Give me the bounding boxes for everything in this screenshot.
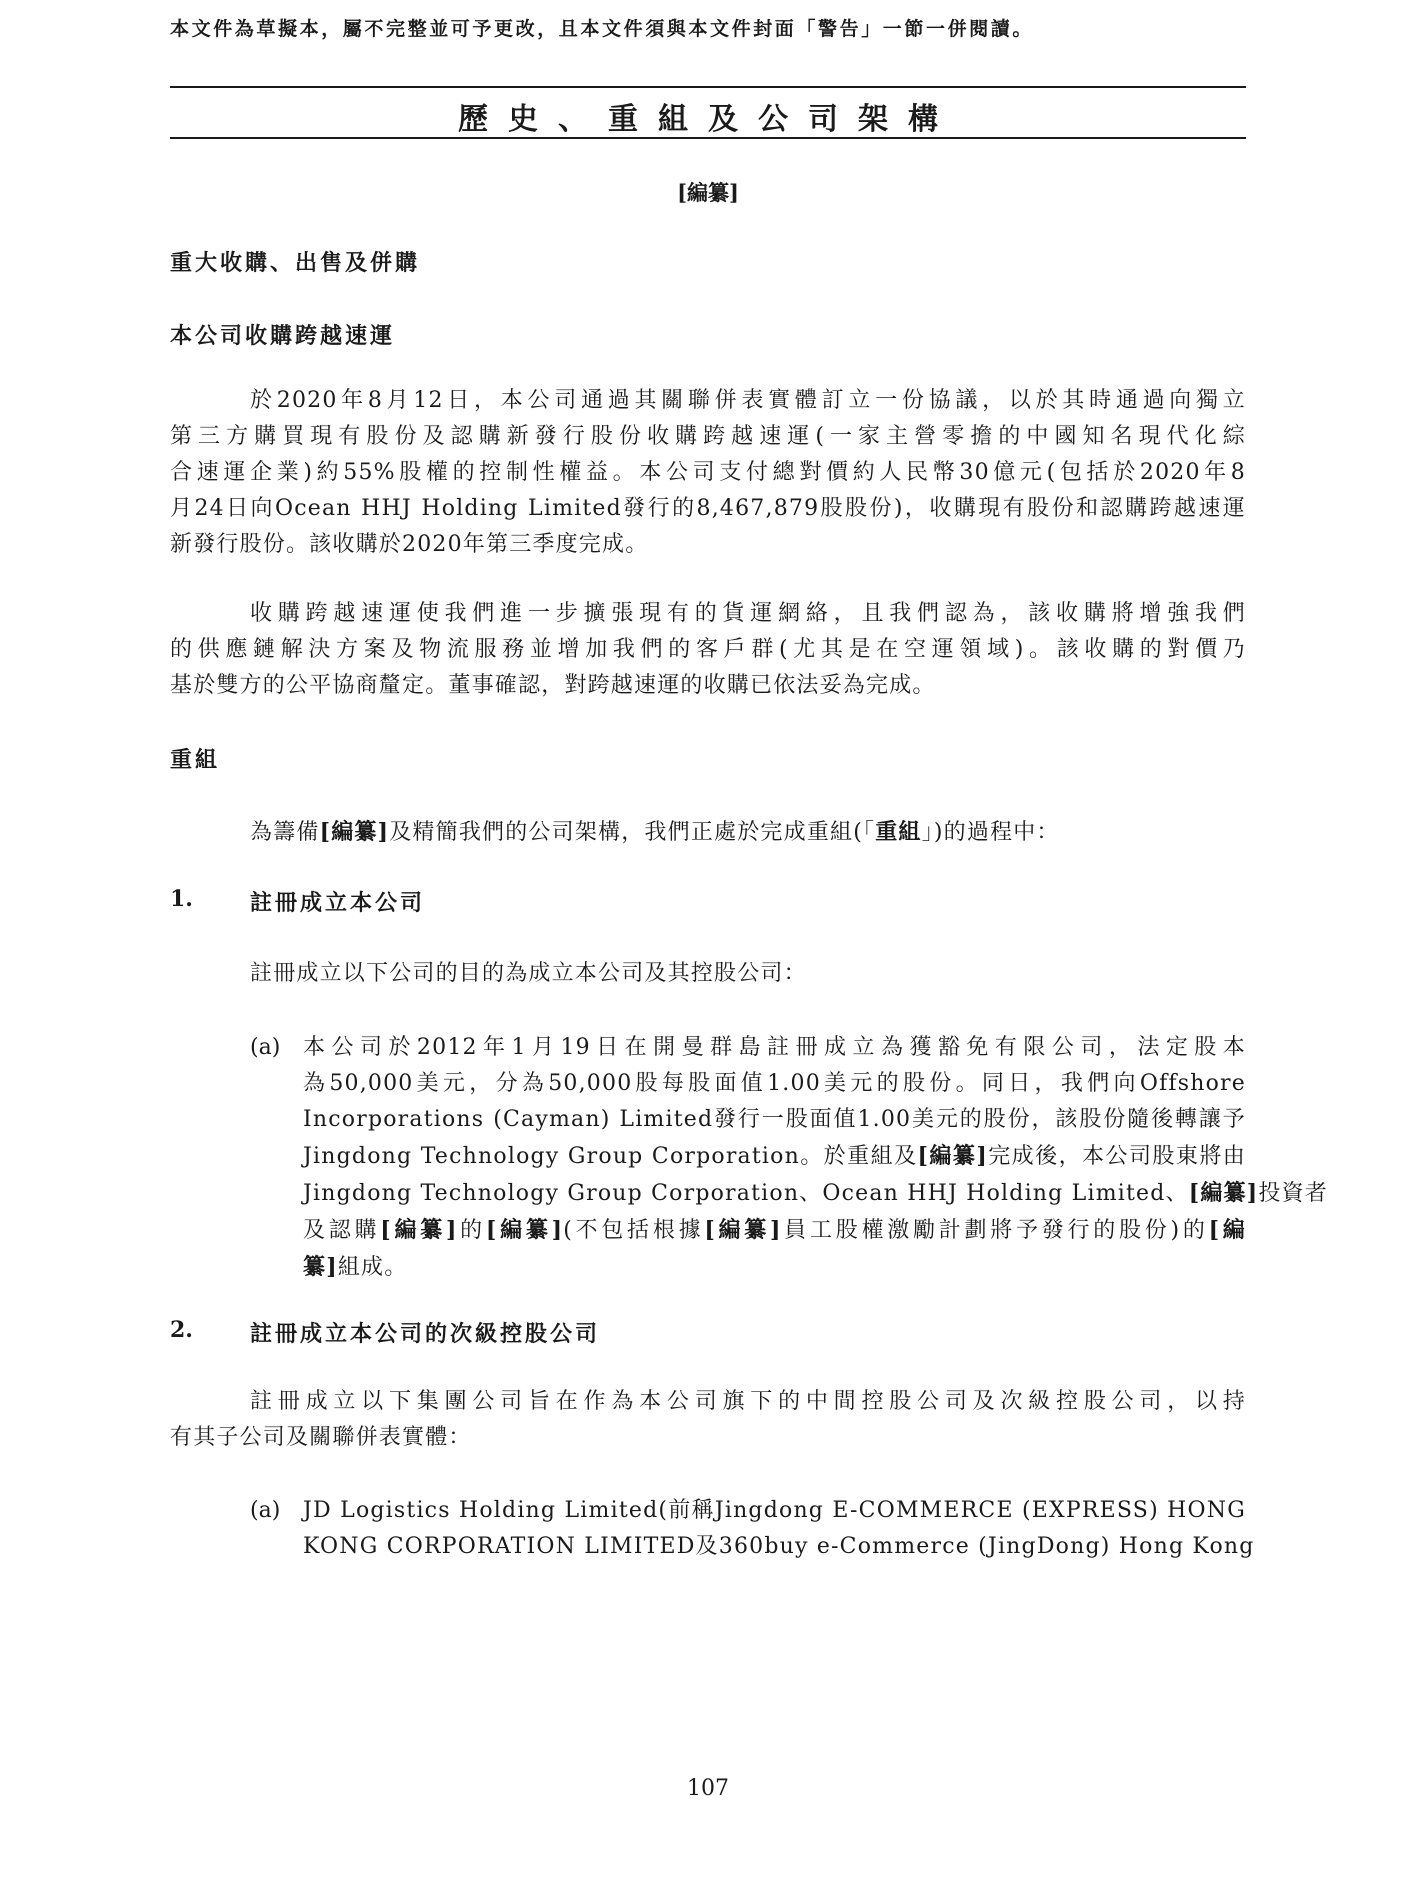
title-rule-bottom <box>170 137 1246 139</box>
page-title: 歷史、重組及公司架構 <box>458 102 958 137</box>
paragraph-line: 第三方購買現有股份及認購新發行股份收購跨越速運(一家主營零擔的中國知名現代化綜 <box>170 424 1246 449</box>
paragraph-line: 本公司於2012年1月19日在開曼群島註冊成立為獲豁免有限公司，法定股本 <box>303 1035 1246 1060</box>
title-rule-top <box>170 86 1246 88</box>
text-run: (不包括根據 <box>563 1218 705 1243</box>
sub-item-label: (a) <box>250 1035 281 1060</box>
text-run: 及精簡我們的公司架構，我們正處於完成重組(「 <box>389 820 876 845</box>
redacted-term: [編纂] <box>319 819 390 845</box>
redacted-term: [編纂] <box>485 1217 564 1243</box>
section-heading-reorganization: 重組 <box>170 747 221 773</box>
text-run: 為籌備 <box>250 820 320 845</box>
paragraph-line: Incorporations (Cayman) Limited發行一股面值1.00美元的股份，該股份隨後轉讓予 <box>303 1107 1246 1132</box>
paragraph-line: KONG CORPORATION LIMITED及360buy e-Commerce (JingDong) Hong Kong <box>303 1534 1255 1559</box>
paragraph-jd-logistics-holding <box>303 1493 1255 1565</box>
paragraph-line: 基於雙方的公平協商釐定。董事確認，對跨越速運的收購已依法妥為完成。 <box>170 673 936 698</box>
redacted-term: [編纂] <box>704 1217 782 1243</box>
redacted-marker: [編纂] <box>677 180 739 205</box>
text-run: 及認購 <box>303 1218 381 1243</box>
defined-term: 重組 <box>875 819 922 845</box>
paragraph-subsidiaries-intro <box>170 1384 1246 1456</box>
paragraph-line: 註冊成立以下公司的目的為成立本公司及其控股公司： <box>250 961 807 986</box>
document-page <box>170 0 1328 1881</box>
item-number: 1. <box>170 886 193 912</box>
text-run: Jingdong Technology Group Corporation、Ocean HHJ Holding Limited、 <box>303 1181 1189 1206</box>
paragraph-company-incorporation <box>303 1030 1328 1286</box>
paragraph-line: 於2020年8月12日，本公司通過其關聯併表實體訂立一份協議，以於其時通過向獨立 <box>250 388 1246 413</box>
paragraph-line: 月24日向Ocean HHJ Holding Limited發行的8,467,879股股份)，收購現有股份和認購跨越速運 <box>170 496 1246 521</box>
paragraph-line <box>303 1175 1328 1212</box>
page-number: 107 <box>687 1776 729 1801</box>
paragraph-line: 有其子公司及關聯併表實體： <box>170 1425 472 1450</box>
paragraph-line <box>303 1138 1246 1175</box>
paragraph-acquisition-details <box>170 383 1246 563</box>
text-run: 員工股權激勵計劃將予發行的股份)的 <box>781 1218 1209 1243</box>
paragraph-acquisition-rationale <box>170 596 1246 704</box>
text-run: Jingdong Technology Group Corporation。於重組及 <box>303 1144 918 1169</box>
redacted-term: [編纂] <box>380 1217 458 1243</box>
paragraph-line: 新發行股份。該收購於2020年第三季度完成。 <box>170 532 649 557</box>
paragraph-line: 合速運企業)約55%股權的控制性權益。本公司支付總對價約人民幣30億元(包括於2020年8 <box>170 460 1246 485</box>
text-run: 投資者 <box>1258 1181 1328 1206</box>
text-run: 的 <box>457 1218 486 1243</box>
paragraph-line: 的供應鏈解決方案及物流服務並增加我們的客戶群(尤其是在空運領域)。該收購的對價乃 <box>170 637 1246 662</box>
item-number: 2. <box>170 1317 193 1343</box>
redacted-term: [編纂] <box>917 1143 988 1169</box>
paragraph-line: JD Logistics Holding Limited(前稱Jingdong E-COMMERCE (EXPRESS) HONG <box>303 1498 1246 1523</box>
sub-item-label: (a) <box>250 1498 281 1523</box>
paragraph-line <box>303 1249 1246 1286</box>
paragraph-reorganization-intro <box>250 814 1246 851</box>
section-heading-acquisitions: 重大收購、出售及併購 <box>170 250 421 276</box>
paragraph-line: 為50,000美元，分為50,000股每股面值1.00美元的股份。同日，我們向Offshore <box>303 1071 1246 1096</box>
paragraph-incorporation-intro <box>250 956 1246 992</box>
subheading-acquisition-kuayue: 本公司收購跨越速運 <box>170 323 396 349</box>
text-run: 完成後，本公司股東將由 <box>987 1144 1247 1169</box>
item-title-subsidiaries: 註冊成立本公司的次級控股公司 <box>250 1321 601 1347</box>
redacted-term: [編纂] <box>1188 1180 1259 1206</box>
text-run: 」)的過程中： <box>921 820 1060 845</box>
paragraph-line: 收購跨越速運使我們進一步擴張現有的貨運網絡，且我們認為，該收購將增強我們 <box>250 601 1246 626</box>
redacted-term: 纂] <box>303 1254 338 1280</box>
paragraph-line <box>250 814 1246 851</box>
text-run: 組成。 <box>337 1255 408 1280</box>
draft-warning-header: 本文件為草擬本，屬不完整並可予更改，且本文件須與本文件封面「警告」一節一併閱讀。 <box>170 18 1035 40</box>
redacted-term: [編 <box>1208 1217 1247 1243</box>
paragraph-line <box>303 1212 1246 1249</box>
item-title-incorporation: 註冊成立本公司 <box>250 890 426 916</box>
paragraph-line: 註冊成立以下集團公司旨在作為本公司旗下的中間控股公司及次級控股公司，以持 <box>250 1389 1246 1414</box>
